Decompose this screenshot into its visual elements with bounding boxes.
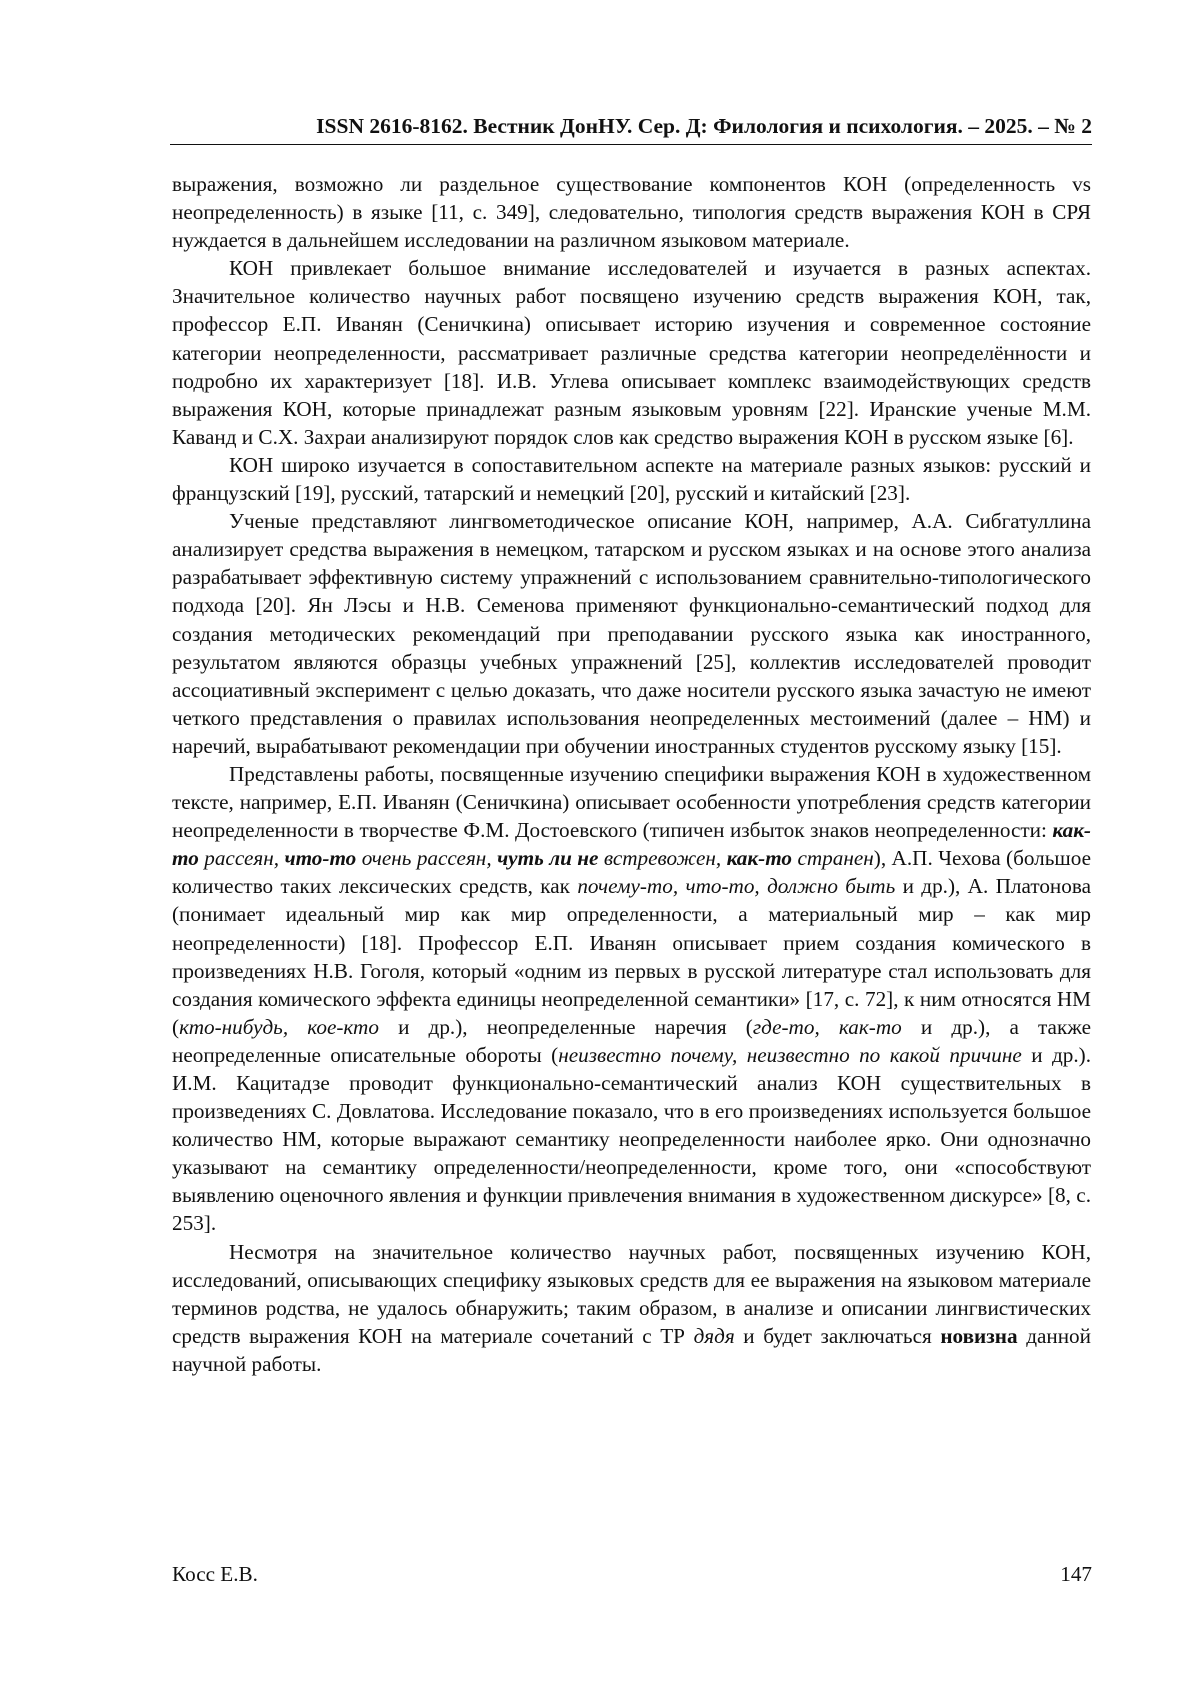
page-number: 147: [1060, 1562, 1092, 1586]
emphasis-text: где-то, как-то: [752, 1014, 902, 1039]
paragraph-text: КОН привлекает большое внимание исследователей и изучается в разных аспектах. Значительное количество научных работ посвящено изучению средств выражения КОН, так, профессор Е.П. Иванян (Сеничкина) описывает историю изучения и современное состояние категории неопределенности, рассматривает различные средства категории неопределённости и подробно их характеризует [18]. И.В. Углева описывает комплекс взаимодействующих средств выражения КОН, которые принадлежат разным языковым уровням [22]. Иранские ученые М.М. Каванд и С.Х. Захраи анализируют порядок слов как средство выражения КОН в русском языке [6].: [172, 256, 1091, 449]
emphasis-text: почему-то, что-то, должно быть: [577, 874, 896, 899]
emphasis-text: чуть ли не: [497, 846, 599, 871]
paragraph-text: и будет заключаться: [734, 1323, 941, 1348]
emphasis-text: что-то: [284, 846, 357, 871]
paragraph: [172, 254, 1091, 451]
paragraph-text: и др.), а также неопределенные описательные обороты (: [172, 1014, 1092, 1067]
paragraph-text: ), А.П. Чехова (большое количество таких лексических средств, как: [172, 846, 1091, 899]
paragraph-text: Ученые представляют лингвометодическое описание КОН, например, А.А. Сибгатуллина анализирует средства выражения в немецком, татарском и русском языках и на основе этого анализа разрабатывает эффективную систему упражнений с использованием сравнительно-типологического подхода [20]. Ян Лэсы и Н.В. Семенова применяют функционально-семантический подход для создания методических рекомендаций при преподавании русского языка как иностранного, результатом являются образцы учебных упражнений [25], коллектив исследователей проводит ассоциативный эксперимент с целью доказать, что даже носители русского языка зачастую не имеют четкого представления о правилах использования неопределенных местоимений (далее – НМ) и наречий, вырабатывают рекомендации при обучении иностранных студентов русскому языку [15].: [172, 509, 1091, 758]
paragraph-text: данной научной работы.: [172, 1323, 1091, 1376]
paragraph: [172, 507, 1091, 760]
paragraph-text: Представлены работы, посвященные изучению специфики выражения КОН в художественном тексте, например, Е.П. Иванян (Сеничкина) описывает особенности употребления средств категории неопределенности в творчестве Ф.М. Достоевского (типичен избыток знаков неопределенности:: [172, 761, 1091, 843]
paragraph: [172, 1238, 1091, 1378]
paragraph: [172, 170, 1091, 254]
paragraph-text: и др.). И.М. Кацитадзе проводит функционально-семантический анализ КОН существительных в произведениях С. Довлатова. Исследование показало, что в его произведениях используется большое количество НМ, которые выражают семантику неопределенности наиболее ярко. Они однозначно указывают на семантику определенности/неопределенности, кроме того, они «способствуют выявлению оценочного явления и функции привлечения внимания в художественном дискурсе» [8, с. 253].: [172, 1042, 1091, 1236]
emphasis-text: встревожен,: [598, 846, 727, 871]
emphasis-text: как-то: [172, 818, 1091, 871]
paragraph: [172, 760, 1091, 1238]
emphasis-text: кто-нибудь, кое-кто: [179, 1014, 379, 1039]
running-header: ISSN 2616-8162. Вестник ДонНУ. Сер. Д: Филология и психология. – 2025. – № 2: [170, 112, 1092, 145]
footer-author: Косс Е.В.: [172, 1562, 258, 1586]
paragraph-text: выражения, возможно ли раздельное существование компонентов КОН (определенность vs неопределенность) в языке [11, с. 349], следовательно, типология средств выражения КОН в СРЯ нуждается в дальнейшем исследовании на различном языковом материале.: [172, 172, 1091, 253]
emphasis-text: рассеян,: [198, 846, 285, 871]
emphasis-text: новизна: [940, 1323, 1018, 1348]
emphasis-text: очень рассеян,: [356, 846, 498, 871]
paragraph: [172, 451, 1091, 507]
emphasis-text: как-то: [726, 846, 792, 871]
emphasis-text: дядя: [693, 1323, 735, 1348]
emphasis-text: странен: [792, 846, 874, 871]
emphasis-text: неизвестно почему, неизвестно по какой причине: [558, 1042, 1022, 1067]
article-body: [172, 170, 1091, 1378]
paragraph-text: КОН широко изучается в сопоставительном аспекте на материале разных языков: русский и французский [19], русский, татарский и немецкий [20], русский и китайский [23].: [172, 452, 1091, 506]
paragraph-text: и др.), неопределенные наречия (: [378, 1014, 753, 1039]
paragraph-text: и др.), А. Платонова (понимает идеальный мир как мир определенности, а материальный мир – как мир неопределенности) [18]. Профессор Е.П. Иванян описывает прием создания комического в произведениях Н.В. Гоголя, который «одним из первых в русской литературе стал использовать для создания комического эффекта единицы неопределенной семантики» [17, с. 72], к ним относятся НМ (: [172, 874, 1091, 1039]
paragraph-text: Несмотря на значительное количество научных работ, посвященных изучению КОН, исследований, описывающих специфику языковых средств для ее выражения на языковом материале терминов родства, не удалось обнаружить; таким образом, в анализе и описании лингвистических средств выражения КОН на материале сочетаний с ТР: [172, 1239, 1091, 1348]
